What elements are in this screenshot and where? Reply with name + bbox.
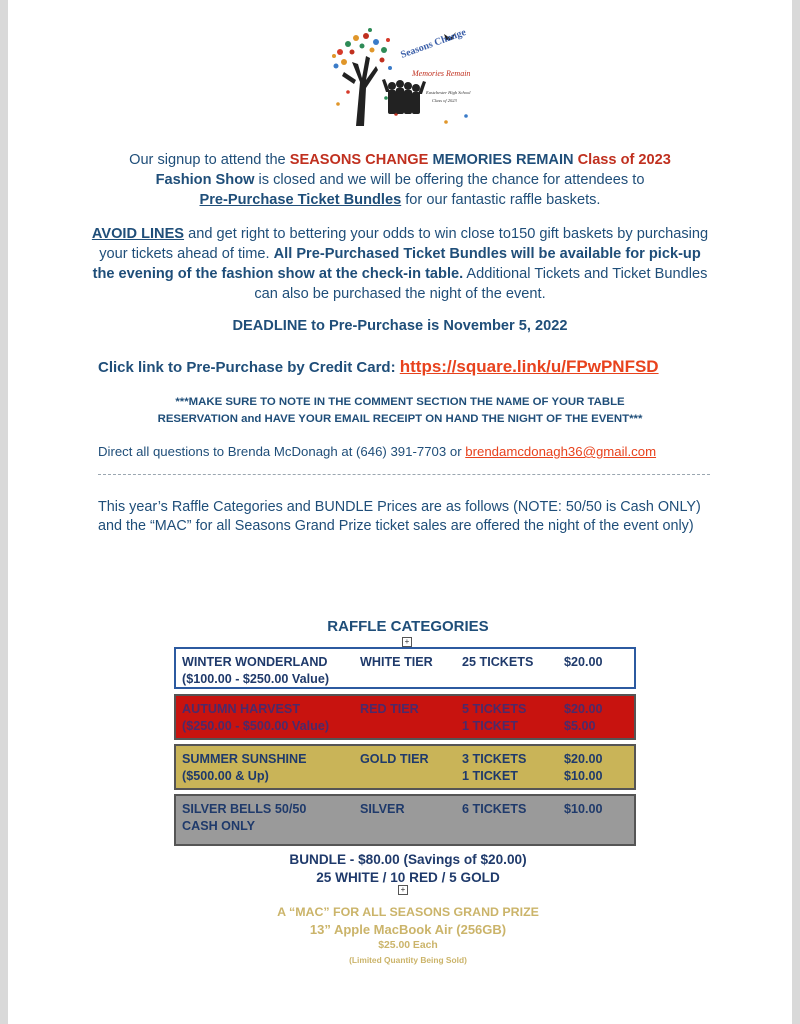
- grand-prize-item: 13” Apple MacBook Air (256GB): [309, 922, 507, 937]
- divider: [98, 474, 710, 475]
- ticket-price: $10.00: [564, 802, 603, 816]
- raffle-row-autumn: [174, 694, 636, 740]
- class-year-text: Class of 2023: [577, 152, 671, 168]
- category-tier: RED TIER: [360, 702, 419, 716]
- logo-title-text: Seasons Change: [399, 27, 468, 61]
- bundle-price: BUNDLE - $80.00 (Savings of $20.00): [289, 852, 527, 867]
- intro-paragraph: [88, 150, 712, 210]
- ticket-price-2: $5.00: [564, 719, 596, 733]
- contact-text: Direct all questions to Brenda McDonagh at (646) 391-7703 or: [98, 444, 466, 459]
- memories-remain-text: MEMORIES REMAIN: [428, 152, 578, 168]
- intro-text-2: is closed and we will be offering the chance for attendees to: [254, 172, 645, 188]
- grand-prize-price: $25.00 Each: [378, 940, 438, 951]
- avoid-lines-text: AVOID LINES: [91, 226, 185, 242]
- pre-purchase-bundles-text: Pre-Purchase Ticket Bundles: [199, 192, 402, 208]
- category-tier: SILVER: [360, 802, 405, 816]
- seasons-change-text: SEASONS CHANGE: [289, 152, 429, 168]
- document-page: [8, 0, 792, 1024]
- purchase-link-line: [98, 357, 738, 377]
- category-name: SILVER BELLS 50/50: [182, 802, 307, 816]
- raffle-categories-title: RAFFLE CATEGORIES: [327, 618, 489, 635]
- grand-prize-info: [8, 904, 800, 966]
- category-name: AUTUMN HARVEST: [182, 702, 301, 716]
- ticket-count: 25 TICKETS: [462, 655, 534, 669]
- ticket-count: 3 TICKETS: [462, 752, 527, 766]
- note-line-1: ***MAKE SURE TO NOTE IN THE COMMENT SECTION THE NAME OF YOUR TABLE: [175, 396, 625, 408]
- intro-text: Our signup to attend the: [129, 152, 290, 168]
- seasons-change-logo: [326, 22, 476, 128]
- note-line-2: RESERVATION and HAVE YOUR EMAIL RECEIPT ON HAND THE NIGHT OF THE EVENT***: [157, 413, 643, 425]
- intro-text-3: for our fantastic raffle baskets.: [401, 192, 601, 208]
- ticket-count: 5 TICKETS: [462, 702, 527, 716]
- category-tier: WHITE TIER: [360, 655, 433, 669]
- ticket-price-2: $10.00: [564, 769, 603, 783]
- category-value-range: ($500.00 & Up): [182, 769, 269, 783]
- square-purchase-link[interactable]: https://square.link/u/FPwPNFSD: [399, 357, 659, 376]
- pickup-info-text: All Pre-Purchased Ticket Bundles will be available for pick-up the evening of the fashion show at the check-in table.: [92, 246, 701, 282]
- category-tier: GOLD TIER: [360, 752, 429, 766]
- ticket-price: $20.00: [564, 702, 603, 716]
- ticket-price: $20.00: [564, 655, 603, 669]
- categories-paragraph: This year’s Raffle Categories and BUNDLE Prices are as follows (NOTE: 50/50 is Cash ONLY) and the “MAC” for all Seasons Grand Prize ticket sales are offered the night of the event only): [98, 499, 701, 534]
- contact-line: [98, 444, 718, 459]
- logo-class-text: Class of 2023: [432, 98, 457, 103]
- raffle-row-summer: [174, 744, 636, 790]
- ticket-count-2: 1 TICKET: [462, 769, 518, 783]
- additional-tickets-text: Additional Tickets and Ticket Bundles can also be purchased the night of the event.: [254, 266, 708, 302]
- category-value-range: ($100.00 - $250.00 Value): [182, 672, 330, 686]
- table-move-handle-icon: +: [402, 637, 412, 647]
- logo-subtitle-text: Memories Remain: [412, 69, 471, 78]
- contact-email-link[interactable]: brendamcdonagh36@gmail.com: [465, 444, 657, 459]
- bundle-contents: 25 WHITE / 10 RED / 5 GOLD: [316, 870, 500, 885]
- ticket-count: 6 TICKETS: [462, 802, 527, 816]
- category-name: SUMMER SUNSHINE: [182, 752, 307, 766]
- bundle-info: [8, 851, 800, 887]
- grand-prize-limit: (Limited Quantity Being Sold): [349, 955, 467, 965]
- category-value-range: ($250.00 - $500.00 Value): [182, 719, 330, 733]
- raffle-row-winter: [174, 647, 636, 689]
- comment-note: [88, 394, 712, 428]
- category-value-range: CASH ONLY: [182, 819, 256, 833]
- ticket-price: $20.00: [564, 752, 603, 766]
- deadline-text: DEADLINE to Pre-Purchase is November 5, 2022: [232, 318, 568, 334]
- logo-school-text: Eastchester High School: [426, 90, 471, 95]
- fashion-show-text: Fashion Show: [155, 172, 255, 188]
- avoid-body-text: and get right to bettering your odds to win close to150 gift baskets by purchasing your tickets ahead of time.: [99, 226, 709, 262]
- purchase-link-label: Click link to Pre-Purchase by Credit Card:: [98, 359, 400, 376]
- raffle-row-silver: [174, 794, 636, 846]
- table-move-handle-icon-2: +: [398, 885, 408, 895]
- category-name: WINTER WONDERLAND: [182, 655, 328, 669]
- ticket-count-2: 1 TICKET: [462, 719, 518, 733]
- grand-prize-title: A “MAC” FOR ALL SEASONS GRAND PRIZE: [277, 905, 539, 919]
- avoid-lines-paragraph: [88, 224, 712, 304]
